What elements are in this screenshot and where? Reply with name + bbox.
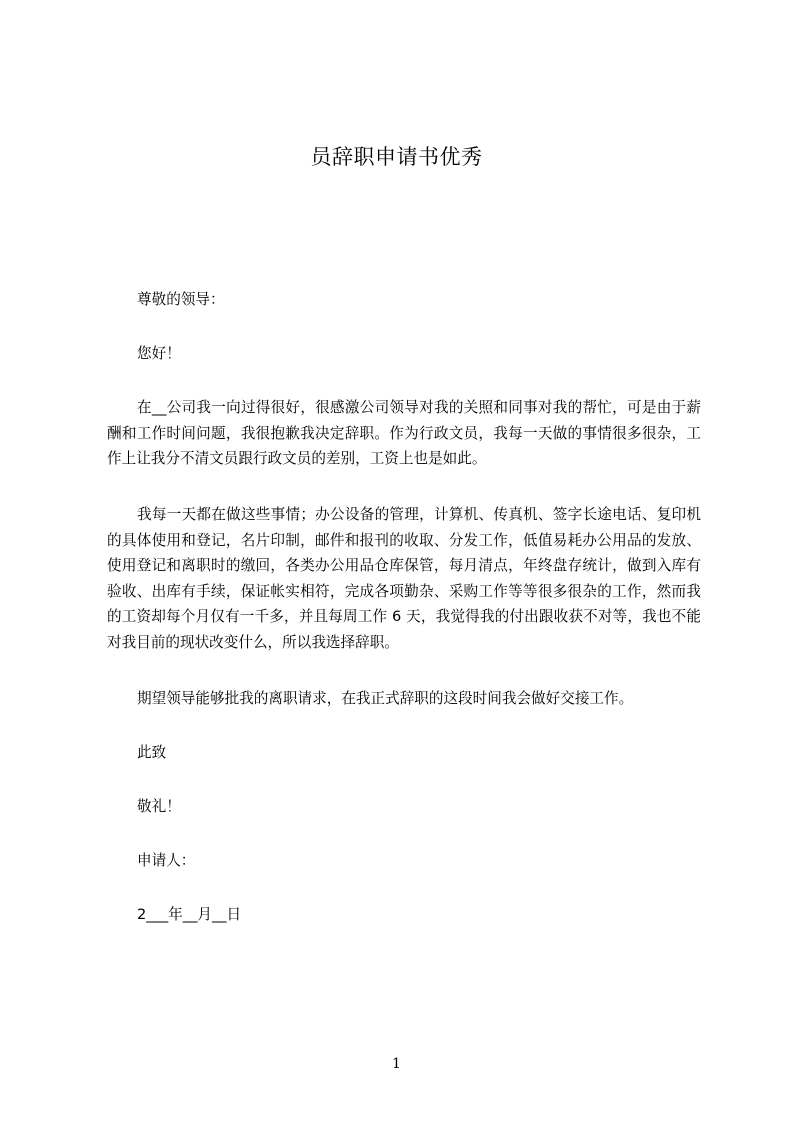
salutation: 尊敬的领导： <box>137 291 225 308</box>
closing-salute: 敬礼！ <box>137 798 181 815</box>
closing-regards: 此致 <box>137 744 167 761</box>
document-title: 员辞职申请书优秀 <box>310 145 483 169</box>
applicant-label: 申请人： <box>137 852 196 869</box>
paragraph-1: 在__公司我一向过得很好，很感激公司领导对我的关照和同事对我的帮忙，可是由于薪酬和工作时间问题，我很抱歉我决定辞职。作为行政文员，我每一天做的事情很多很杂，工作上让我分不清文员跟行政文员的差别，工资上也是如此。 <box>107 399 701 468</box>
paragraph-3: 期望领导能够批我的离职请求，在我正式辞职的这段时间我会做好交接工作。 <box>137 690 634 707</box>
paragraph-2: 我每一天都在做这些事情；办公设备的管理，计算机、传真机、签字长途电话、复印机的具体使用和登记，名片印制，邮件和报刊的收取、分发工作，低值易耗办公用品的发放、使用登记和离职时的缴回，各类办公用品仓库保管，每月清点，年终盘存统计，做到入库有验收、出库有手续，保证帐实相符，完成各项勤杂、采购工作等等很多很杂的工作，然而我的工资却每个月仅有一千多，并且每周工作 6 天，我觉得我的付出跟收获不对等，我也不能对我目前的现状改变什么，所以我选择辞职。 <box>107 506 701 651</box>
greeting: 您好！ <box>137 345 181 362</box>
date-line: 2___年__月__日 <box>137 906 242 923</box>
page-number: 1 <box>392 1056 401 1072</box>
